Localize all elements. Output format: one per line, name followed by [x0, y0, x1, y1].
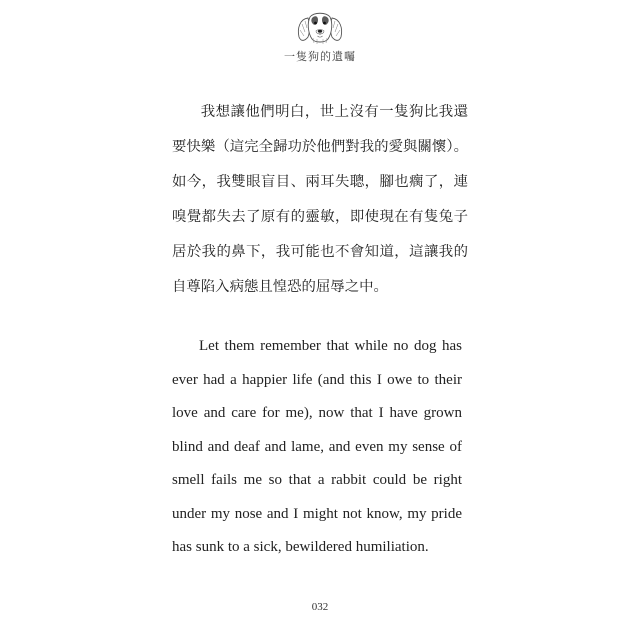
- english-paragraph: Let them remember that while no dog has ever had a happier life (and this I owe to their love and care for me), now that I have grown blind and deaf and lame, and even my sense of smell fails me so that a rabbit could be right under my nose and I might not know, my pride has sunk to a sick, bewildered humiliation.: [172, 338, 462, 555]
- english-text-block: [172, 330, 462, 565]
- dog-illustration-icon: [288, 8, 352, 50]
- running-header: [0, 8, 640, 64]
- chinese-paragraph: 我想讓他們明白，世上沒有一隻狗比我還要快樂（這完全歸功於他們對我的愛與關懷）。如今，我雙眼盲目、兩耳失聰，腳也瘸了，連嗅覺都失去了原有的靈敏，即使現在有隻兔子居於我的鼻下，我可能也不會知道，這讓我的自尊陷入病態且惶恐的屈辱之中。: [172, 104, 468, 295]
- chinese-text-block: [172, 95, 468, 305]
- book-title: 一隻狗的遺囑: [284, 50, 356, 63]
- page-number: 032: [311, 601, 329, 613]
